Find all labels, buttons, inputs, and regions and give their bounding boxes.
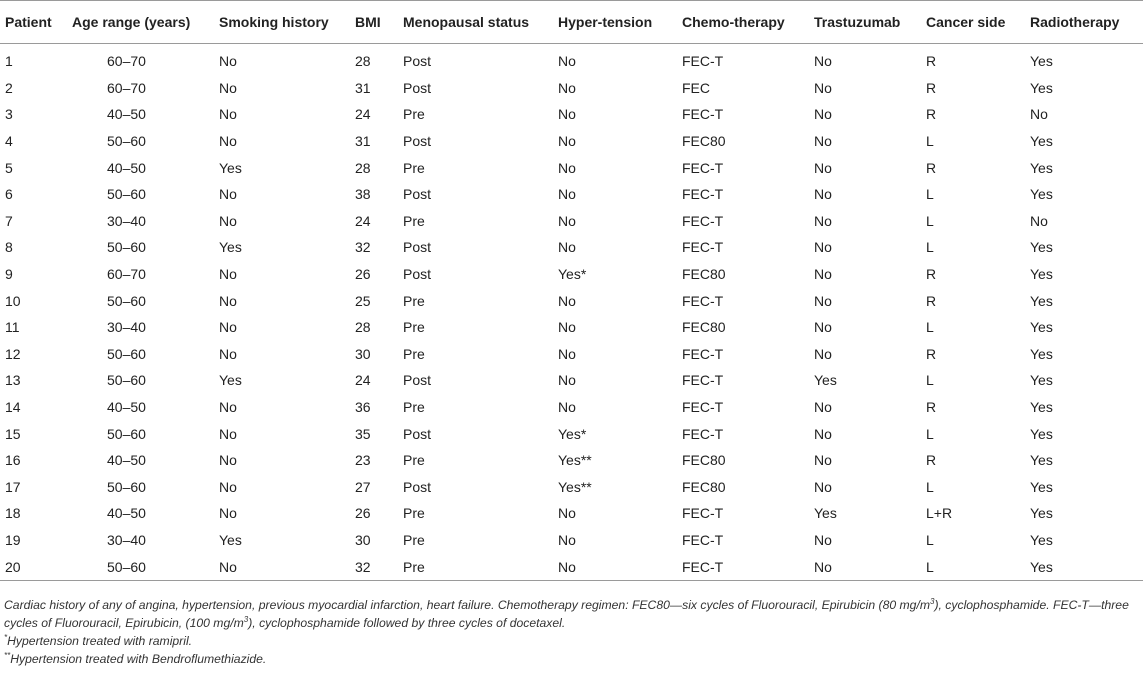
column-header-patient: Patient <box>0 1 67 44</box>
cell-radiotherapy: Yes <box>1030 531 1053 548</box>
cell-radiotherapy: Yes <box>1030 53 1053 70</box>
cell-menopausal-status: Pre <box>403 106 425 123</box>
cell-trastuzumab: No <box>814 239 832 256</box>
cell-patient: 10 <box>5 292 21 309</box>
cell-smoking-history: No <box>219 425 237 442</box>
table-row <box>0 394 1143 421</box>
footnote-bendroflumethiazide: **Hypertension treated with Bendroflumethiazide. <box>4 650 267 666</box>
cell-cancer-side: L <box>926 319 934 336</box>
cell-radiotherapy: No <box>1030 212 1048 229</box>
cell-chemotherapy: FEC80 <box>682 478 726 495</box>
cell-hypertension: No <box>558 212 576 229</box>
cell-menopausal-status: Post <box>403 239 432 256</box>
cell-age-range: 60–70 <box>107 266 146 283</box>
cell-chemotherapy: FEC-T <box>682 212 724 229</box>
cell-age-range: 40–50 <box>107 159 146 176</box>
cell-chemotherapy: FEC-T <box>682 53 724 70</box>
cell-menopausal-status: Pre <box>403 399 425 416</box>
cell-menopausal-status: Pre <box>403 531 425 548</box>
cell-smoking-history: No <box>219 79 237 96</box>
table-row <box>0 75 1143 102</box>
cell-trastuzumab: No <box>814 531 832 548</box>
cell-chemotherapy: FEC-T <box>682 345 724 362</box>
cell-trastuzumab: No <box>814 425 832 442</box>
cell-smoking-history: No <box>219 452 237 469</box>
cell-cancer-side: L <box>926 478 934 495</box>
cell-trastuzumab: No <box>814 292 832 309</box>
cell-hypertension: Yes* <box>558 266 587 283</box>
cell-trastuzumab: No <box>814 159 832 176</box>
cell-cancer-side: L <box>926 212 934 229</box>
cell-hypertension: No <box>558 505 576 522</box>
cell-smoking-history: No <box>219 133 237 150</box>
cell-radiotherapy: Yes <box>1030 372 1053 389</box>
table-row <box>0 44 1143 75</box>
cell-trastuzumab: No <box>814 319 832 336</box>
cell-hypertension: No <box>558 399 576 416</box>
table-row <box>0 287 1143 314</box>
cell-age-range: 50–60 <box>107 372 146 389</box>
cell-radiotherapy: Yes <box>1030 133 1053 150</box>
cell-patient: 3 <box>5 106 13 123</box>
table-row <box>0 341 1143 368</box>
cell-hypertension: No <box>558 372 576 389</box>
cell-radiotherapy: Yes <box>1030 159 1053 176</box>
cell-radiotherapy: Yes <box>1030 239 1053 256</box>
cell-trastuzumab: No <box>814 266 832 283</box>
cell-menopausal-status: Post <box>403 266 432 283</box>
cell-bmi: 26 <box>355 266 371 283</box>
table-row <box>0 420 1143 447</box>
cell-bmi: 24 <box>355 106 371 123</box>
cell-cancer-side: R <box>926 53 937 70</box>
cell-menopausal-status: Pre <box>403 292 425 309</box>
table-row <box>0 553 1143 580</box>
cell-radiotherapy: Yes <box>1030 345 1053 362</box>
cell-cancer-side: R <box>926 452 937 469</box>
cell-cancer-side: L <box>926 531 934 548</box>
cell-menopausal-status: Pre <box>403 212 425 229</box>
table-row <box>0 234 1143 261</box>
cell-cancer-side: L <box>921 553 1025 580</box>
cell-radiotherapy: Yes <box>1030 425 1053 442</box>
cell-bmi: 24 <box>355 372 371 389</box>
cell-bmi: 36 <box>355 399 371 416</box>
cell-bmi: 30 <box>355 345 371 362</box>
cell-bmi: 28 <box>355 159 371 176</box>
cell-chemotherapy: FEC-T <box>682 106 724 123</box>
cell-smoking-history: No <box>219 345 237 362</box>
cell-patient: 4 <box>5 133 13 150</box>
table-row <box>0 314 1143 341</box>
cell-cancer-side: R <box>926 79 937 96</box>
cell-chemotherapy: FEC <box>682 79 710 96</box>
cell-smoking-history: Yes <box>219 239 242 256</box>
cell-radiotherapy: Yes <box>1030 266 1053 283</box>
cell-chemotherapy: FEC-T <box>682 425 724 442</box>
cell-chemotherapy: FEC80 <box>682 452 726 469</box>
cell-cancer-side: R <box>926 345 937 362</box>
table-row <box>0 208 1143 235</box>
cell-patient: 2 <box>5 79 13 96</box>
column-header-cancer-side: Cancer side <box>921 1 1025 44</box>
cell-hypertension: Yes* <box>558 425 587 442</box>
table-row <box>0 181 1143 208</box>
cell-age-range: 30–40 <box>107 319 146 336</box>
cell-bmi: 28 <box>355 319 371 336</box>
footnote-ramipril: *Hypertension treated with ramipril. <box>4 632 193 648</box>
cell-chemotherapy: FEC-T <box>682 531 724 548</box>
table-row <box>0 447 1143 474</box>
cell-hypertension: No <box>558 133 576 150</box>
cell-cancer-side: R <box>926 106 937 123</box>
column-header-trastuzumab: Trastuzumab <box>809 1 921 44</box>
cell-cancer-side: L <box>926 372 934 389</box>
cell-chemotherapy: FEC-T <box>682 239 724 256</box>
cell-chemotherapy: FEC-T <box>682 372 724 389</box>
cell-cancer-side: R <box>926 399 937 416</box>
cell-patient: 16 <box>5 452 21 469</box>
table-row <box>0 500 1143 527</box>
cell-smoking-history: No <box>219 266 237 283</box>
cell-age-range: 30–40 <box>107 531 146 548</box>
cell-hypertension: No <box>558 53 576 70</box>
cell-patient: 13 <box>5 372 21 389</box>
cell-menopausal-status: Pre <box>403 505 425 522</box>
cell-trastuzumab: Yes <box>814 372 837 389</box>
cell-age-range: 30–40 <box>107 212 146 229</box>
cell-hypertension: No <box>558 531 576 548</box>
cell-menopausal-status: Post <box>403 425 432 442</box>
cell-trastuzumab: No <box>814 133 832 150</box>
cell-menopausal-status: Post <box>403 186 432 203</box>
table-header-row <box>0 1 1143 44</box>
cell-age-range: 50–60 <box>107 186 146 203</box>
cell-hypertension: No <box>558 106 576 123</box>
cell-chemotherapy: FEC80 <box>682 319 726 336</box>
cell-smoking-history: No <box>219 292 237 309</box>
cell-menopausal-status: Post <box>403 478 432 495</box>
table-row <box>0 474 1143 501</box>
cell-trastuzumab: No <box>814 106 832 123</box>
cell-patient: 7 <box>5 212 13 229</box>
cell-radiotherapy: Yes <box>1030 319 1053 336</box>
cell-bmi: 31 <box>355 79 371 96</box>
cell-trastuzumab: No <box>814 399 832 416</box>
cell-smoking-history: Yes <box>219 159 242 176</box>
cell-patient: 17 <box>5 478 21 495</box>
cell-patient: 14 <box>5 399 21 416</box>
cell-chemotherapy: FEC-T <box>682 505 724 522</box>
cell-patient: 9 <box>5 266 13 283</box>
cell-bmi: 32 <box>355 239 371 256</box>
cell-radiotherapy: Yes <box>1030 478 1053 495</box>
cell-smoking-history: No <box>214 553 350 580</box>
cell-patient: 5 <box>5 159 13 176</box>
cell-patient: 11 <box>5 319 20 336</box>
cell-chemotherapy: FEC-T <box>682 186 724 203</box>
cell-chemotherapy: FEC80 <box>682 133 726 150</box>
cell-radiotherapy: Yes <box>1030 292 1053 309</box>
cell-bmi: 32 <box>350 553 398 580</box>
cell-chemotherapy: FEC-T <box>682 399 724 416</box>
cell-smoking-history: No <box>219 399 237 416</box>
cell-radiotherapy: Yes <box>1025 553 1143 580</box>
cell-trastuzumab: No <box>814 452 832 469</box>
cell-trastuzumab: No <box>814 186 832 203</box>
cell-patient: 18 <box>5 505 21 522</box>
cell-radiotherapy: Yes <box>1030 505 1053 522</box>
cell-age-range: 40–50 <box>107 106 146 123</box>
cell-radiotherapy: Yes <box>1030 399 1053 416</box>
cell-menopausal-status: Pre <box>398 553 553 580</box>
cell-age-range: 50–60 <box>107 345 146 362</box>
cell-hypertension: No <box>558 319 576 336</box>
cell-cancer-side: R <box>926 266 937 283</box>
cell-menopausal-status: Post <box>403 79 432 96</box>
column-header-smoking-history: Smoking history <box>214 1 350 44</box>
column-header-hypertension: Hyper-tension <box>553 1 677 44</box>
cell-patient: 19 <box>5 531 21 548</box>
column-header-bmi: BMI <box>350 1 398 44</box>
table-row <box>0 154 1143 181</box>
column-header-radiotherapy: Radiotherapy <box>1025 1 1143 44</box>
cell-hypertension: No <box>553 553 677 580</box>
cell-smoking-history: No <box>219 186 237 203</box>
cell-chemotherapy: FEC-T <box>677 553 809 580</box>
cell-age-range: 40–50 <box>107 452 146 469</box>
cell-radiotherapy: No <box>1030 106 1048 123</box>
cell-patient: 8 <box>5 239 13 256</box>
cell-smoking-history: No <box>219 106 237 123</box>
cell-trastuzumab: No <box>809 553 921 580</box>
column-header-age-range: Age range (years) <box>67 1 214 44</box>
cell-hypertension: Yes** <box>558 452 592 469</box>
cell-bmi: 35 <box>355 425 371 442</box>
cell-cancer-side: L <box>926 425 934 442</box>
cell-age-range: 40–50 <box>107 505 146 522</box>
cell-bmi: 31 <box>355 133 371 150</box>
table-row <box>0 527 1143 554</box>
cell-bmi: 27 <box>355 478 371 495</box>
cell-cancer-side: L <box>926 239 934 256</box>
cell-trastuzumab: No <box>814 212 832 229</box>
footnote-main: Cardiac history of any of angina, hypertension, previous myocardial infarction, heart failure. Chemotherapy regimen: FEC80—six cycles of Fluorouracil, Epirubicin (80 $mg/m^3$), cyclophosphamide. FEC-T—three cycles of Fluorouracil, Epirubicin, (100 $mg/m^3$), cyclophosphamide followed by three cycles of docetaxel. <box>4 596 1129 630</box>
cell-hypertension: No <box>558 79 576 96</box>
cell-trastuzumab: No <box>814 345 832 362</box>
cell-age-range: 50–60 <box>67 553 214 580</box>
cell-chemotherapy: FEC80 <box>682 266 726 283</box>
cell-bmi: 25 <box>355 292 371 309</box>
table-footnotes <box>4 596 1134 668</box>
cell-patient: 12 <box>5 345 21 362</box>
cell-hypertension: Yes** <box>558 478 592 495</box>
cell-chemotherapy: FEC-T <box>682 292 724 309</box>
cell-chemotherapy: FEC-T <box>682 159 724 176</box>
cell-bmi: 28 <box>355 53 371 70</box>
cell-smoking-history: No <box>219 478 237 495</box>
cell-cancer-side: L <box>926 186 934 203</box>
cell-menopausal-status: Pre <box>403 452 425 469</box>
cell-menopausal-status: Pre <box>403 345 425 362</box>
cell-bmi: 38 <box>355 186 371 203</box>
cell-smoking-history: No <box>219 212 237 229</box>
cell-patient: 20 <box>0 553 67 580</box>
cell-age-range: 40–50 <box>107 399 146 416</box>
cell-smoking-history: Yes <box>219 372 242 389</box>
cell-age-range: 50–60 <box>107 478 146 495</box>
cell-patient: 6 <box>5 186 13 203</box>
cell-radiotherapy: Yes <box>1030 186 1053 203</box>
cell-patient: 15 <box>5 425 21 442</box>
cell-trastuzumab: No <box>814 478 832 495</box>
cell-smoking-history: Yes <box>219 531 242 548</box>
cell-radiotherapy: Yes <box>1030 79 1053 96</box>
cell-radiotherapy: Yes <box>1030 452 1053 469</box>
table-row <box>0 128 1143 155</box>
cell-smoking-history: No <box>219 319 237 336</box>
cell-cancer-side: L <box>926 133 934 150</box>
cell-bmi: 24 <box>355 212 371 229</box>
cell-age-range: 60–70 <box>107 79 146 96</box>
cell-menopausal-status: Pre <box>403 159 425 176</box>
cell-hypertension: No <box>558 292 576 309</box>
cell-age-range: 50–60 <box>107 133 146 150</box>
cell-menopausal-status: Post <box>403 133 432 150</box>
cell-cancer-side: R <box>926 159 937 176</box>
cell-patient: 1 <box>5 53 13 70</box>
cell-hypertension: No <box>558 159 576 176</box>
cell-bmi: 23 <box>355 452 371 469</box>
cell-trastuzumab: No <box>814 79 832 96</box>
cell-cancer-side: R <box>926 292 937 309</box>
cell-cancer-side: L+R <box>926 505 953 522</box>
cell-menopausal-status: Post <box>403 372 432 389</box>
cell-bmi: 26 <box>355 505 371 522</box>
cell-hypertension: No <box>558 239 576 256</box>
cell-trastuzumab: No <box>814 53 832 70</box>
table-row <box>0 261 1143 288</box>
cell-menopausal-status: Pre <box>403 319 425 336</box>
cell-age-range: 60–70 <box>107 53 146 70</box>
cell-trastuzumab: Yes <box>814 505 837 522</box>
table-row <box>0 367 1143 394</box>
column-header-menopausal-status: Menopausal status <box>398 1 553 44</box>
cell-bmi: 30 <box>355 531 371 548</box>
cell-hypertension: No <box>558 345 576 362</box>
cell-menopausal-status: Post <box>403 53 432 70</box>
table-body <box>0 44 1143 581</box>
cell-age-range: 50–60 <box>107 239 146 256</box>
cell-age-range: 50–60 <box>107 292 146 309</box>
cell-hypertension: No <box>558 186 576 203</box>
cell-smoking-history: No <box>219 53 237 70</box>
cell-smoking-history: No <box>219 505 237 522</box>
cell-age-range: 50–60 <box>107 425 146 442</box>
column-header-chemotherapy: Chemo-therapy <box>677 1 809 44</box>
table-row <box>0 101 1143 128</box>
